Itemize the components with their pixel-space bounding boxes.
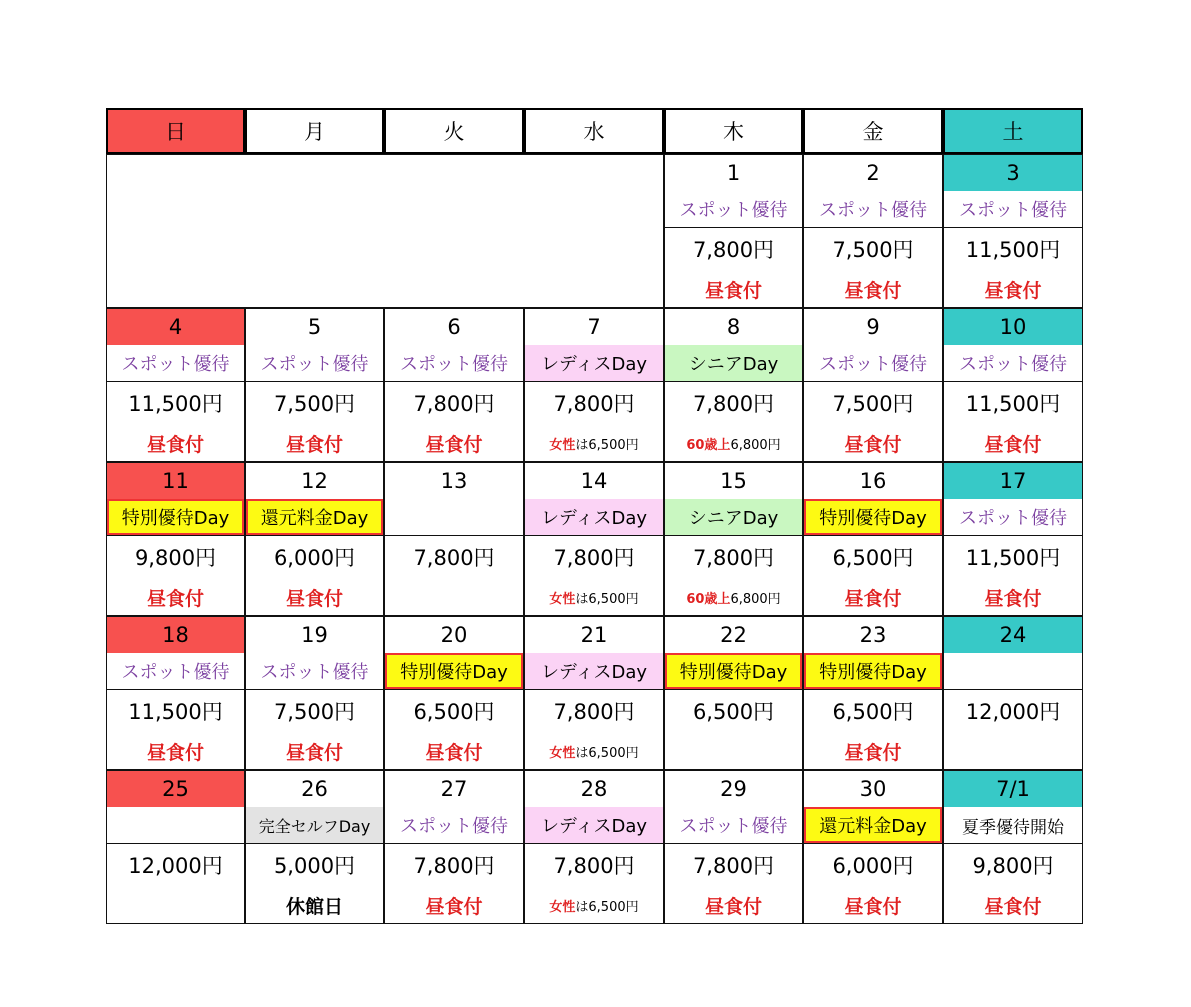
price: 7,800円 (553, 392, 635, 416)
price-area (944, 381, 1082, 461)
price: 7,800円 (692, 392, 775, 416)
plan-label: レディスDay (525, 653, 663, 689)
discount-note (525, 742, 663, 761)
day-cell[interactable] (245, 770, 384, 924)
discount-note (525, 434, 663, 453)
price: 7,500円 (273, 700, 356, 724)
lunch-note: 昼食付 (146, 434, 204, 456)
price: 7,800円 (692, 238, 775, 262)
price-area (107, 535, 244, 615)
price: 5,000円 (273, 854, 356, 878)
price-area (246, 381, 383, 461)
discount-note (665, 588, 802, 607)
price: 7,800円 (692, 546, 775, 570)
discount-note (525, 896, 663, 915)
day-number: 27 (440, 777, 468, 801)
day-cell[interactable] (803, 616, 943, 770)
lunch-note: 昼食付 (844, 280, 902, 302)
day-cell[interactable] (943, 616, 1083, 770)
plan-label: 特別優待Day (107, 499, 244, 535)
plan-label: スポット優待 (959, 200, 1067, 221)
price-area (246, 843, 383, 923)
price-area (804, 843, 942, 923)
discount-price: は6,500円 (575, 438, 639, 453)
lunch-note: 昼食付 (425, 896, 483, 918)
plan-label: スポット優待 (819, 200, 927, 221)
day-cell[interactable] (106, 616, 245, 770)
price-area (107, 689, 244, 769)
price: 12,000円 (965, 700, 1061, 724)
day-cell[interactable] (245, 462, 384, 616)
day-cell[interactable] (943, 462, 1083, 616)
price-area (804, 535, 942, 615)
price: 7,500円 (273, 392, 356, 416)
price: 7,800円 (553, 546, 635, 570)
discount-target: 女性 (549, 592, 576, 607)
day-number: 6 (447, 315, 461, 339)
lunch-note: 昼食付 (704, 896, 762, 918)
plan-label: スポット優待 (260, 662, 369, 683)
day-number: 23 (859, 623, 887, 647)
weekday-header: 水 (524, 108, 664, 154)
plan-label: スポット優待 (121, 662, 230, 683)
price-area (665, 227, 802, 307)
discount-price: 6,800円 (730, 592, 781, 607)
price-area (525, 843, 663, 923)
lunch-note: 昼食付 (285, 434, 343, 456)
price-area (385, 843, 523, 923)
price-area (525, 381, 663, 461)
day-number: 11 (107, 463, 244, 499)
weekday-header: 土 (943, 108, 1083, 154)
day-number: 22 (720, 623, 747, 647)
price-area (665, 843, 802, 923)
price: 6,500円 (832, 700, 914, 724)
plan-label: 還元料金Day (804, 807, 942, 843)
plan-label: 特別優待Day (804, 499, 942, 535)
plan-label (944, 653, 1082, 689)
price: 7,800円 (413, 546, 495, 570)
discount-target: 60歳上 (686, 592, 731, 607)
weekday-header: 月 (245, 108, 384, 154)
price: 7,800円 (413, 392, 495, 416)
day-number: 14 (580, 469, 608, 493)
price-area (246, 535, 383, 615)
lunch-note: 昼食付 (146, 588, 204, 610)
plan-label: レディスDay (525, 345, 663, 381)
price: 7,500円 (832, 238, 914, 262)
day-cell[interactable] (664, 462, 803, 616)
day-cell[interactable] (524, 462, 664, 616)
price-area (804, 227, 942, 307)
day-number: 8 (726, 315, 741, 339)
price-area (246, 689, 383, 769)
day-number: 17 (944, 463, 1082, 499)
plan-label: 還元料金Day (246, 499, 383, 535)
plan-label: 完全セルフDay (246, 807, 383, 843)
price-area (525, 689, 663, 769)
price: 7,800円 (553, 854, 635, 878)
price-area (944, 843, 1082, 923)
plan-label: 特別優待Day (385, 653, 523, 689)
day-cell[interactable] (384, 462, 524, 616)
day-cell[interactable] (803, 770, 943, 924)
day-number: 13 (440, 469, 468, 493)
day-cell[interactable] (384, 308, 524, 462)
day-cell[interactable] (943, 308, 1083, 462)
price: 11,500円 (128, 392, 223, 416)
day-cell[interactable] (943, 154, 1083, 308)
plan-label: スポット優待 (679, 816, 788, 837)
day-number: 7 (587, 315, 601, 339)
plan-label: レディスDay (525, 807, 663, 843)
lunch-note: 昼食付 (425, 434, 483, 456)
price-area (385, 535, 523, 615)
plan-label: 特別優待Day (804, 653, 942, 689)
lunch-note: 昼食付 (984, 588, 1042, 610)
discount-note (525, 588, 663, 607)
lunch-note: 昼食付 (146, 742, 204, 764)
day-cell[interactable] (664, 308, 803, 462)
day-number: 16 (859, 469, 887, 493)
price: 6,000円 (273, 546, 356, 570)
day-number: 5 (307, 315, 322, 339)
price-area (665, 689, 802, 769)
price-area (944, 535, 1082, 615)
price-area (107, 843, 244, 923)
discount-target: 女性 (549, 746, 576, 761)
weekday-header: 火 (384, 108, 524, 154)
day-number: 29 (720, 777, 747, 801)
price: 6,500円 (832, 546, 914, 570)
price: 6,500円 (413, 700, 495, 724)
price: 11,500円 (965, 546, 1061, 570)
day-number: 4 (107, 309, 244, 345)
price: 6,500円 (692, 700, 775, 724)
price: 7,800円 (553, 700, 635, 724)
day-cell[interactable] (245, 308, 384, 462)
price-calendar (106, 108, 1083, 923)
price: 11,500円 (965, 392, 1061, 416)
price-area (944, 689, 1082, 769)
day-number: 1 (726, 161, 741, 185)
day-number: 2 (866, 161, 880, 185)
price: 7,800円 (413, 854, 495, 878)
plan-label: シニアDay (665, 345, 802, 381)
day-number: 20 (440, 623, 468, 647)
discount-price: 6,800円 (730, 438, 781, 453)
day-cell[interactable] (524, 770, 664, 924)
plan-label: スポット優待 (121, 354, 230, 375)
day-cell[interactable] (245, 616, 384, 770)
day-number: 25 (107, 771, 244, 807)
day-number: 18 (107, 617, 244, 653)
plan-label: シニアDay (665, 499, 802, 535)
day-number: 28 (580, 777, 608, 801)
price-area (385, 381, 523, 461)
lunch-note: 昼食付 (844, 434, 902, 456)
weekday-header: 金 (803, 108, 943, 154)
plan-label: スポット優待 (400, 816, 508, 837)
day-cell[interactable] (384, 770, 524, 924)
plan-label: スポット優待 (819, 354, 927, 375)
lunch-note: 昼食付 (844, 588, 902, 610)
closed-note: 休館日 (285, 896, 343, 918)
discount-target: 60歳上 (686, 438, 731, 453)
price-area (107, 381, 244, 461)
day-number: 12 (301, 469, 328, 493)
plan-label: スポット優待 (959, 354, 1067, 375)
price: 6,000円 (832, 854, 914, 878)
plan-label: スポット優待 (260, 354, 369, 375)
day-cell[interactable] (664, 770, 803, 924)
lunch-note: 昼食付 (425, 742, 483, 764)
plan-label (385, 499, 523, 535)
day-number: 26 (301, 777, 328, 801)
day-cell[interactable] (803, 462, 943, 616)
day-cell[interactable] (524, 616, 664, 770)
lunch-note: 昼食付 (984, 896, 1042, 918)
price: 7,500円 (832, 392, 914, 416)
plan-label: 夏季優待開始 (962, 817, 1064, 838)
plan-label: スポット優待 (959, 508, 1067, 529)
lunch-note: 昼食付 (285, 742, 343, 764)
day-number: 15 (720, 469, 747, 493)
discount-note (665, 434, 802, 453)
plan-label: レディスDay (525, 499, 663, 535)
plan-label: スポット優待 (679, 200, 788, 221)
price-area (944, 227, 1082, 307)
day-number: 24 (944, 617, 1082, 653)
discount-target: 女性 (549, 900, 576, 915)
empty-days (106, 154, 664, 308)
price-area (665, 381, 802, 461)
plan-label: 特別優待Day (665, 653, 802, 689)
price-area (804, 689, 942, 769)
price-area (385, 689, 523, 769)
day-number: 30 (859, 777, 887, 801)
price-area (804, 381, 942, 461)
day-cell[interactable] (803, 308, 943, 462)
price: 11,500円 (128, 700, 223, 724)
discount-price: は6,500円 (575, 746, 639, 761)
price: 9,800円 (972, 854, 1054, 878)
lunch-note: 昼食付 (984, 280, 1042, 302)
price: 7,800円 (692, 854, 775, 878)
day-cell[interactable] (106, 770, 245, 924)
day-cell[interactable] (106, 308, 245, 462)
day-cell[interactable] (664, 616, 803, 770)
day-cell[interactable] (384, 616, 524, 770)
day-number: 3 (944, 155, 1082, 191)
day-cell[interactable] (943, 770, 1083, 924)
day-number: 9 (866, 315, 880, 339)
discount-price: は6,500円 (575, 900, 639, 915)
price-area (525, 535, 663, 615)
day-number: 19 (301, 623, 328, 647)
lunch-note: 昼食付 (844, 896, 902, 918)
price: 11,500円 (965, 238, 1061, 262)
weekday-header: 日 (106, 108, 245, 154)
price: 9,800円 (134, 546, 217, 570)
price-area (665, 535, 802, 615)
day-cell[interactable] (106, 462, 245, 616)
lunch-note: 昼食付 (984, 434, 1042, 456)
lunch-note: 昼食付 (844, 742, 902, 764)
weekday-header: 木 (664, 108, 803, 154)
discount-target: 女性 (549, 438, 576, 453)
plan-label (107, 807, 244, 843)
day-number: 7/1 (944, 771, 1082, 807)
plan-label: スポット優待 (400, 354, 508, 375)
day-cell[interactable] (664, 154, 803, 308)
price: 12,000円 (128, 854, 223, 878)
lunch-note: 昼食付 (704, 280, 762, 302)
day-cell[interactable] (803, 154, 943, 308)
day-number: 21 (580, 623, 608, 647)
discount-price: は6,500円 (575, 592, 639, 607)
lunch-note: 昼食付 (285, 588, 343, 610)
day-cell[interactable] (524, 308, 664, 462)
day-number: 10 (944, 309, 1082, 345)
